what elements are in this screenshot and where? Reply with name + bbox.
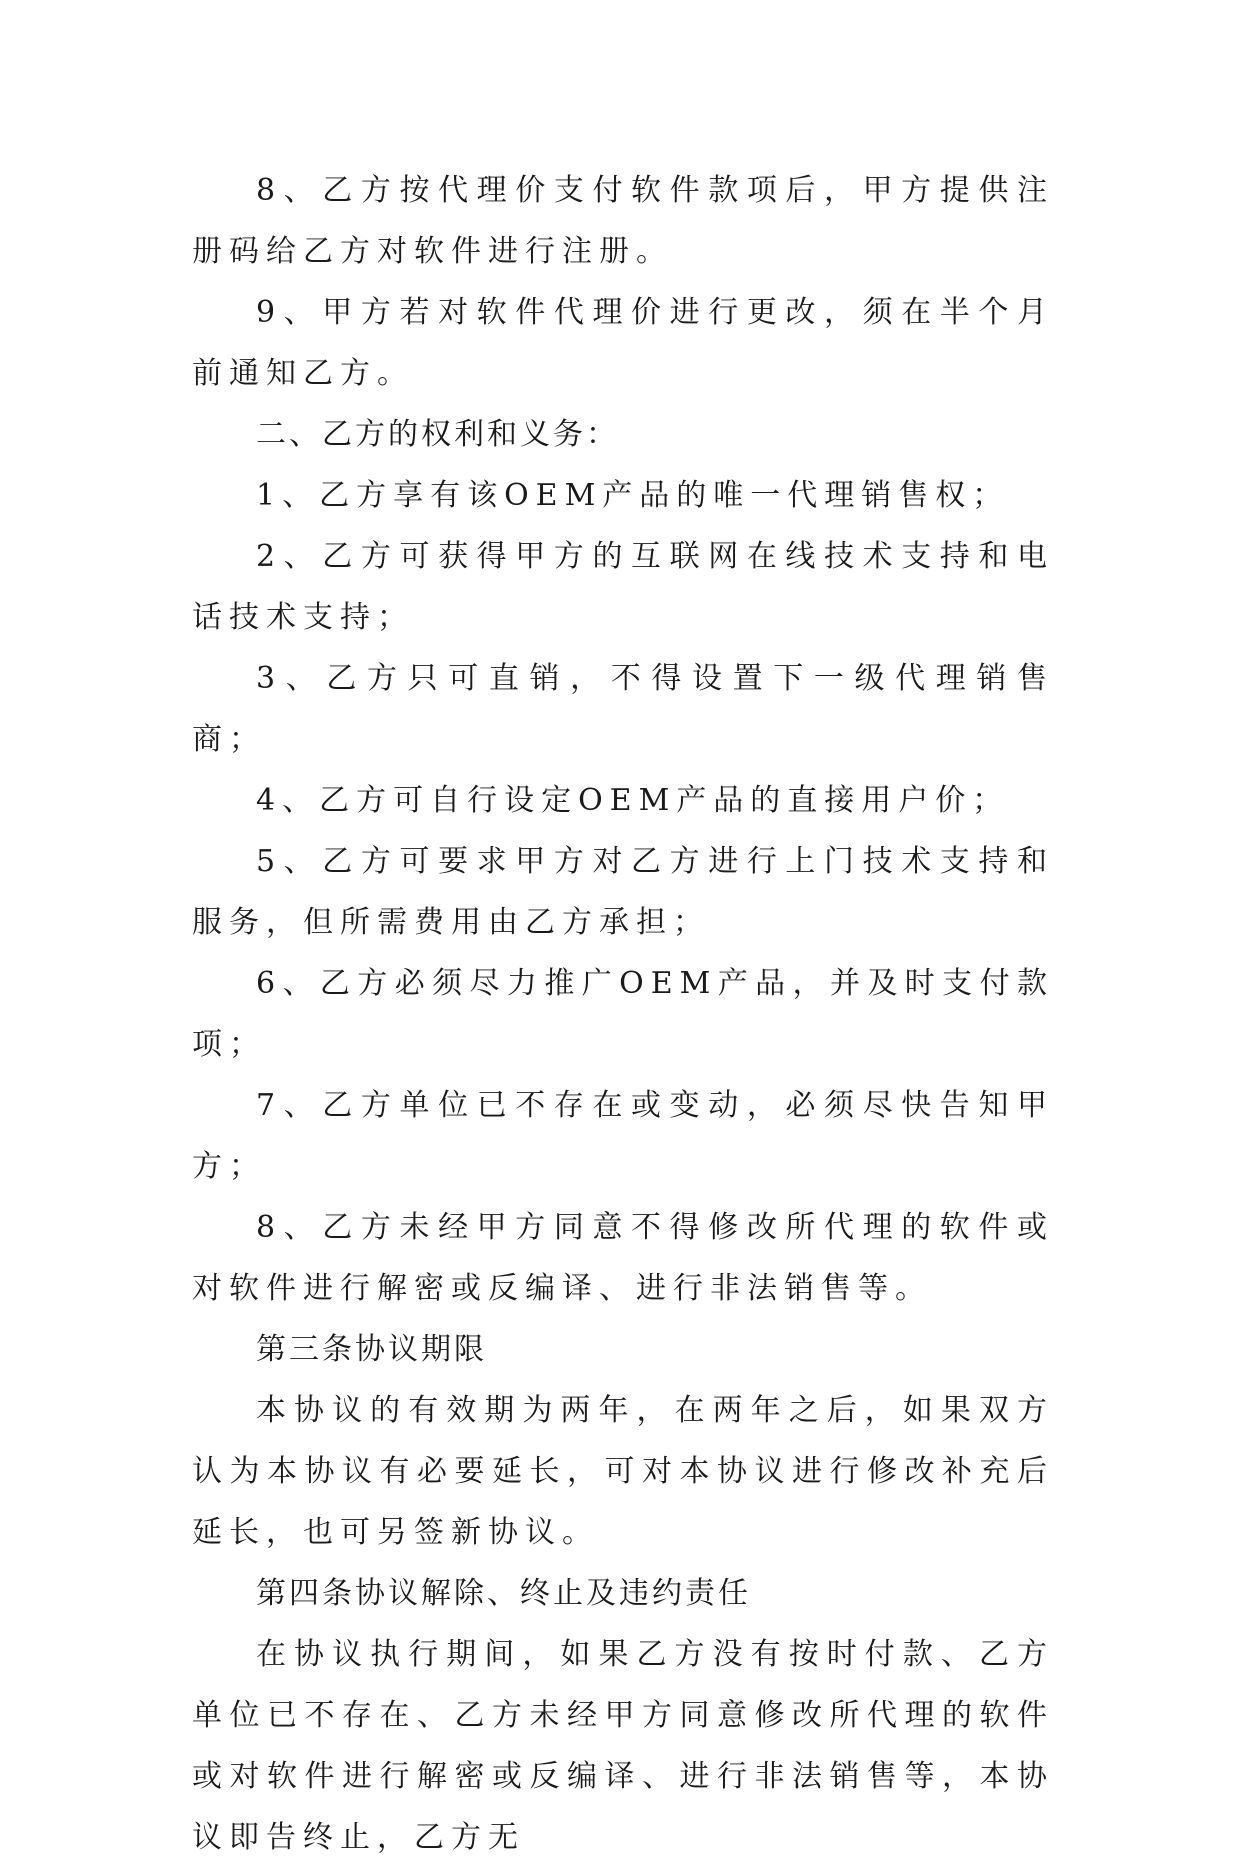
paragraph-termination-body: 在协议执行期间，如果乙方没有按时付款、乙方单位已不存在、乙方未经甲方同意修改所代理的软件或对软件进行解密或反编译、进行非法销售等，本协议即告终止，乙方无 [192, 1637, 1054, 1855]
section-heading-party-b-rights: 二、乙方的权利和义务： [256, 417, 619, 452]
list-item-rights-8: 8、乙方未经甲方同意不得修改所代理的软件或对软件进行解密或反编译、进行非法销售等。 [192, 1210, 1054, 1306]
article-heading-term: 第三条协议期限 [256, 1332, 487, 1367]
list-item-rights-7: 7、乙方单位已不存在或变动，必须尽快告知甲方； [192, 1088, 1054, 1184]
list-item-rights-6: 6、乙方必须尽力推广OEM产品，并及时支付款项； [192, 966, 1054, 1062]
list-item-rights-3: 3、乙方只可直销，不得设置下一级代理销售商； [192, 661, 1054, 757]
paragraph-term-body: 本协议的有效期为两年，在两年之后，如果双方认为本协议有必要延长，可对本协议进行修改补充后延长，也可另签新协议。 [192, 1393, 1054, 1550]
paragraph-clause-9-price-change: 9、甲方若对软件代理价进行更改，须在半个月前通知乙方。 [192, 295, 1054, 391]
list-item-rights-1: 1、乙方享有该OEM产品的唯一代理销售权； [256, 478, 1010, 513]
list-item-rights-5: 5、乙方可要求甲方对乙方进行上门技术支持和服务，但所需费用由乙方承担； [192, 844, 1054, 940]
document-body [192, 160, 1054, 1868]
list-item-rights-4: 4、乙方可自行设定OEM产品的直接用户价； [256, 783, 1010, 818]
paragraph-clause-8-registration: 8、乙方按代理价支付软件款项后，甲方提供注册码给乙方对软件进行注册。 [192, 173, 1054, 269]
article-heading-termination: 第四条协议解除、终止及违约责任 [256, 1576, 751, 1611]
list-item-rights-2: 2、乙方可获得甲方的互联网在线技术支持和电话技术支持； [192, 539, 1054, 635]
